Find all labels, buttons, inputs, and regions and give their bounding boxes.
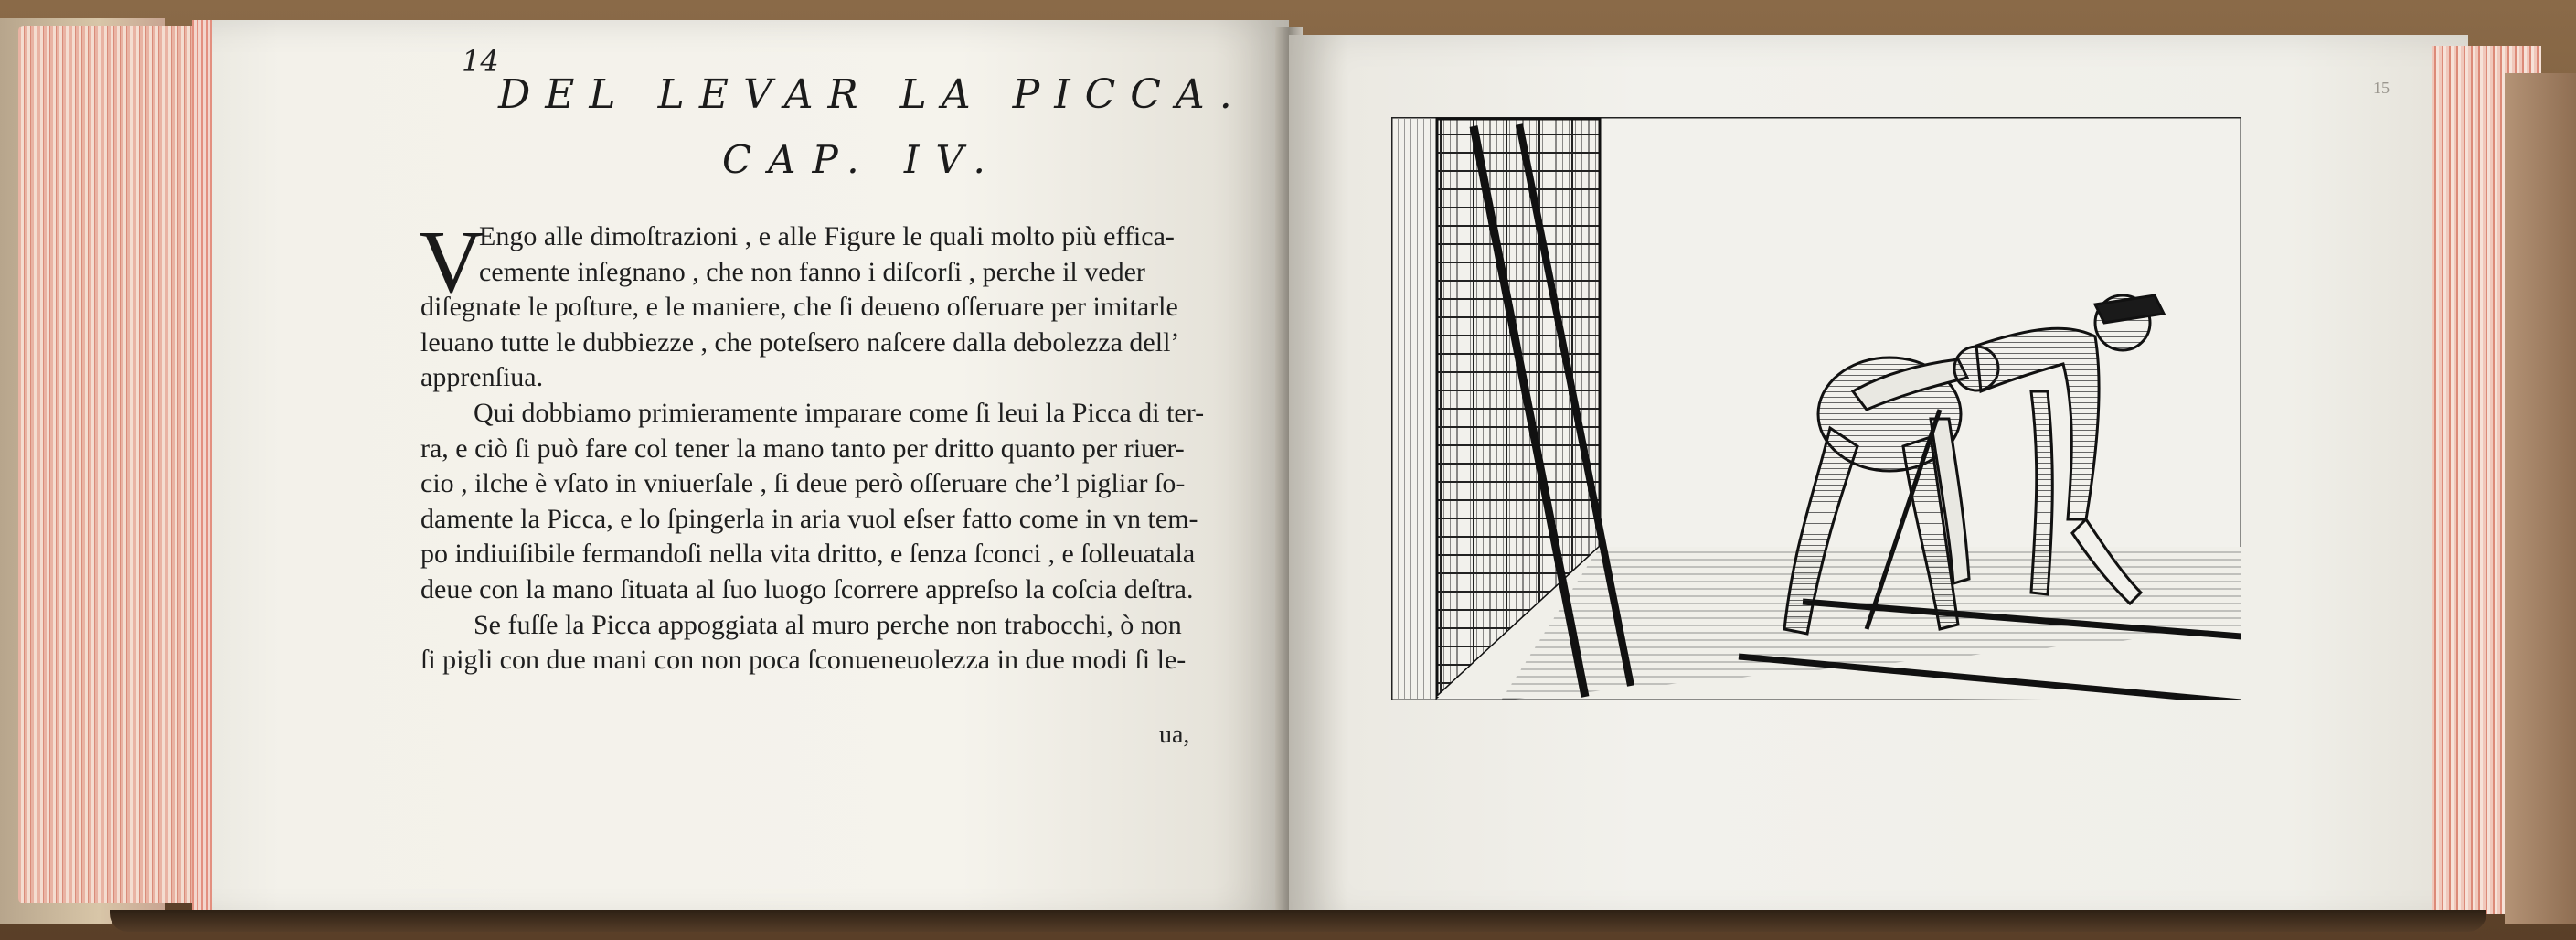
text-line: Engo alle dimoſtrazioni , e alle Figure le quali molto più effica- — [479, 221, 1175, 251]
text-line: Se fuſſe la Picca appoggiata al muro perche non trabocchi, ò non — [474, 609, 1182, 640]
page-number-left: 14 — [462, 44, 499, 79]
drop-cap: V — [419, 213, 484, 312]
text-line: diſegnate le poſture, e le maniere, che ſi deueno oſſeruare per imitarle — [420, 292, 1178, 323]
page-edges-left — [18, 26, 201, 903]
text-line: apprenſiua. — [420, 362, 544, 393]
book-bottom-edge — [110, 910, 2486, 932]
chapter-heading: DEL LEVAR LA PICCA. — [498, 71, 1247, 118]
engraving-svg — [1391, 117, 2241, 700]
text-line: po indiuiſibile fermandoſi nella vita dritto, e ſenza ſconci , e ſolleuatala — [420, 539, 1196, 570]
book-cover-right — [2505, 73, 2576, 924]
text-line: damente la Picca, e lo ſpingerla in aria vuol eſser fatto come in vn tem- — [420, 503, 1198, 534]
body-text — [419, 213, 1261, 678]
text-line: cio , ilche è vſato in vniuerſale , ſi deue però oſſeruare che’l pigliar ſo- — [420, 468, 1186, 499]
catchword: ua, — [1159, 721, 1190, 749]
page-number-right: 15 — [2373, 79, 2390, 97]
chapter-number: CAP. IV. — [722, 137, 1002, 182]
text-line: ra, e ciò ſi può fare col tener la mano tanto per dritto quanto per riuer- — [420, 433, 1185, 464]
text-line: Qui dobbiamo primieramente imparare come ſi leui la Picca di ter- — [474, 397, 1205, 428]
text-line: deue con la mano ſituata al ſuo luogo ſcorrere appreſso la coſcia deſtra. — [420, 573, 1194, 604]
engraving-illustration — [1391, 117, 2241, 700]
text-line: ſi pigli con due mani con non poca ſconueneuolezza in due modi ſi le- — [420, 645, 1187, 676]
text-line: cemente inſegnano , che non fanno i diſcorſi , perche il veder — [479, 256, 1145, 287]
text-line: leuano tutte le dubbiezze , che poteſsero naſcere dalla debolezza dell’ — [420, 326, 1180, 358]
